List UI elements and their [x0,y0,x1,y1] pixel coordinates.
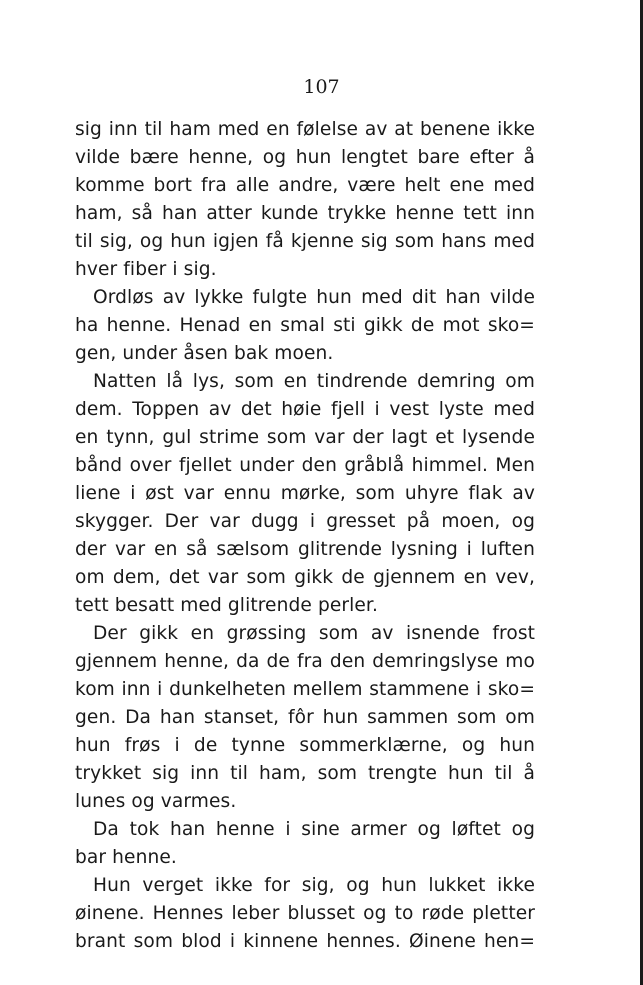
text-line: en tynn, gul strime som var der lagt et lysende [75,427,535,448]
text-line: gjennem henne, da de fra den demringslyse mo [75,651,535,672]
text-line: bånd over fjellet under den gråblå himmel. Men [75,455,535,476]
page-number: 107 [303,76,340,98]
text-line: ha henne. Henad en smal sti gikk de mot sko= [75,315,535,336]
body-text [75,116,535,956]
text-line: bar henne. [75,847,177,868]
text-line: vilde bære henne, og hun lengtet bare efter å [75,147,535,168]
text-line: gen. Da han stanset, fôr hun sammen som om [75,707,535,728]
text-line: sig inn til ham med en følelse av at benene ikke [75,119,535,140]
text-line: skygger. Der var dugg i gresset på moen, og [75,511,535,532]
text-line: til sig, og hun igjen få kjenne sig som hans med [75,231,535,252]
text-line: dem. Toppen av det høie fjell i vest lyste med [75,399,535,420]
text-line: brant som blod i kinnene hennes. Øinene hen= [75,931,535,952]
text-line: Hun verget ikke for sig, og hun lukket ikke [93,875,535,896]
text-line: liene i øst var ennu mørke, som uhyre flak av [75,483,535,504]
text-line: lunes og varmes. [75,791,237,812]
text-line: hun frøs i de tynne sommerklærne, og hun [75,735,535,756]
text-line: Da tok han henne i sine armer og løftet og [93,819,535,840]
text-line: trykket sig inn til ham, som trengte hun til å [75,763,535,784]
text-line: Ordløs av lykke fulgte hun med dit han vilde [93,287,535,308]
text-line: hver fiber i sig. [75,259,217,280]
text-line: gen, under åsen bak moen. [75,343,334,364]
text-line: Der gikk en grøssing som av isnende frost [93,623,535,644]
text-line: ham, så han atter kunde trykke henne tett inn [75,203,535,224]
text-line: om dem, det var som gikk de gjennem en vev, [75,567,535,588]
text-line: komme bort fra alle andre, være helt ene med [75,175,535,196]
text-line: Natten lå lys, som en tindrende demring om [93,371,535,392]
text-line: kom inn i dunkelheten mellem stammene i sko= [75,679,535,700]
text-line: der var en så sælsom glitrende lysning i luften [75,539,535,560]
text-line: øinene. Hennes leber blusset og to røde pletter [75,903,535,924]
text-line: tett besatt med glitrende perler. [75,595,378,616]
